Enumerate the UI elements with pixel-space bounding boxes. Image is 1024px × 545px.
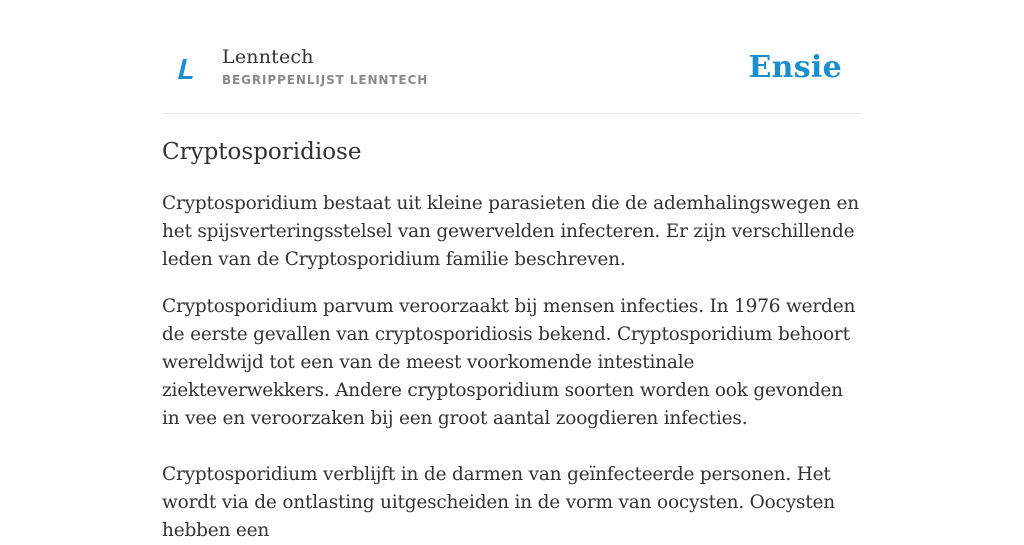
content-container	[162, 0, 862, 541]
page-title: Cryptosporidiose	[162, 139, 362, 165]
ensie-logo[interactable]: Ensie	[748, 50, 842, 85]
brand[interactable]	[222, 45, 428, 88]
lenntech-l-logo-icon[interactable]	[176, 54, 196, 84]
paragraph: Cryptosporidium bestaat uit kleine parasieten die de ademhalingswegen en het spijsverteringsstelsel van gewervelden infecteren. Er zijn verschillende leden van de Cryptosporidium familie beschreven.	[162, 193, 859, 270]
brand-subtitle: BEGRIPPENLIJST LENNTECH	[222, 73, 429, 87]
brand-name: Lenntech	[222, 46, 314, 68]
header	[162, 0, 862, 114]
paragraph: Cryptosporidium parvum veroorzaakt bij mensen infecties. In 1976 werden de eerste gevallen van cryptosporidiosis bekend. Cryptosporidium behoort wereldwijd tot een van de meest voorkomende intestinale ziekteverwekkers. Andere cryptosporidium soorten worden ook gevonden in vee en veroorzaken bij een groot aantal zoogdieren infecties.	[162, 296, 856, 429]
paragraph: Cryptosporidium verblijft in de darmen van geïnfecteerde personen. Het wordt via de ontlasting uitgescheiden in de vorm van oocysten. Oocysten hebben een	[162, 464, 835, 541]
